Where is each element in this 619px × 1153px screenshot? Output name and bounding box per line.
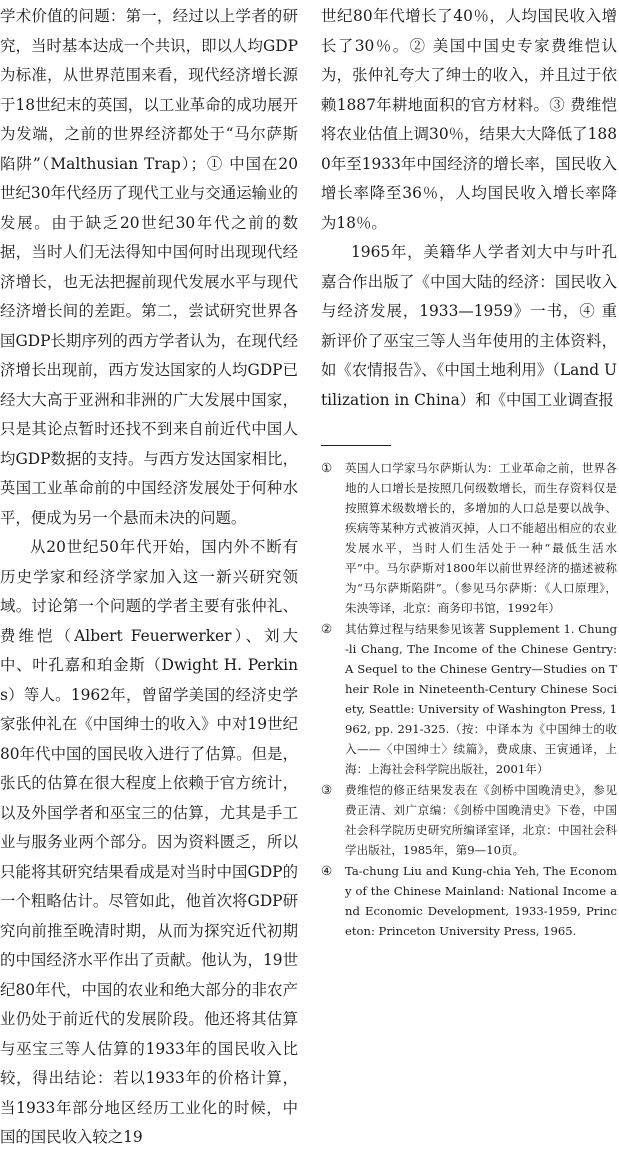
right-paragraph-2: 1965年，美籍华人学者刘大中与叶孔嘉合作出版了《中国大陆的经济：国民收入与经济发展，1933—1959》一书，④ 重新评价了巫宝三等人当年使用的主体资料，如《农情报告》、《中国土地利用》（Land Utilization in China）和《中国工业调查报 [321, 243, 617, 409]
left-paragraph-1: 学术价值的问题：第一，经过以上学者的研究，当时基本达成一个共识，即以人均GDP为标准，从世界范围来看，现代经济增长源于18世纪末的英国，以工业革命的成功展开为发端，之前的世界经济都处于“马尔萨斯陷阱”（Malthusian Trap）；① 中国在20世纪30年代经历了现代工业与交通运输业的发展。由于缺乏20世纪30年代之前的数据，当时人们无法得知中国何时出现现代经济增长，也无法把握前现代发展水平与现代经济增长间的差距。第二，尝试研究世界各国GDP长期序列的西方学者认为，在现代经济增长出现前，西方发达国家的人均GDP已经大大高于亚洲和非洲的广大发展中国家，只是其论点暂时还找不到来自前近代中国人均GDP数据的支持。与西方发达国家相比，英国工业革命前的中国经济发展处于何种水平，便成为另一个悬而未决的问题。 [0, 7, 298, 527]
left-paragraph-2: 从20世纪50年代开始，国内外不断有历史学家和经济学家加入这一新兴研究领域。讨论第一个问题的学者主要有张仲礼、费维恺（Albert Feuerwerker）、刘大中、叶孔嘉和珀金斯（Dwight H. Perkins）等人。1962年，曾留学美国的经济史学家张仲礼在《中国绅士的收入》中对19世纪80年代中国的国民收入进行了估算。但是，张氏的估算在很大程度上依赖于官方统计，以及外国学者和巫宝三的估算，尤其是手工业与服务业两个部分。因为资料匮乏，所以只能将其研究结果看成是对当时中国GDP的一个粗略估计。尽管如此，他首次将GDP研究向前推至晚清时期，从而为探究近代初期的中国经济水平作出了贡献。他认为，19世纪80年代，中国的农业和绝大部分的非农产业仍处于前近代的发展阶段。他还将其估算与巫宝三等人估算的1933年的国民收入比较，得出结论：若以1933年的价格计算，当1933年部分地区经历工业化的时候，中国的国民收入较之19 [0, 538, 298, 1146]
footnote-2 [321, 619, 617, 779]
footnote-1 [321, 458, 617, 618]
footnote-text: 英国人口学家马尔萨斯认为：工业革命之前，世界各地的人口增长是按照几何级数增长，而生存资料仅是按照算术级数增长的，多增加的人口总是要以战争、疾病等某种方式被消灭掉，人口不能超出相应的农业发展水平，当时人们生活处于一种“最低生活水平”中。马尔萨斯对1800年以前世界经济的描述被称为“马尔萨斯陷阱”。（参见马尔萨斯：《人口原理》，朱泱等译，北京：商务印书馆，1992年） [345, 461, 617, 615]
footnote-text: 其估算过程与结果参见该著 Supplement 1. Chung-li Chang, The Income of the Chinese Gentry: A Sequel to the Chinese Gentry—Studies on Their Role in Nineteenth-Century Chinese Society, Seattle: University of Washington Press, 1962, pp. 291-325.（按：中译本为《中国绅士的收入——〈中国绅士〉续篇》，费成康、王寅通译，上海：上海社会科学院出版社，2001年） [345, 622, 617, 776]
footnote-marker: ② [321, 621, 333, 636]
footnote-3 [321, 780, 617, 860]
footnote-marker: ③ [321, 782, 333, 797]
footnotes [321, 458, 617, 941]
footnote-marker: ① [321, 460, 333, 475]
footnote-text: Ta-chung Liu and Kung-chia Yeh, The Economy of the Chinese Mainland: National Income and Economic Development, 1933-1959, Princeton: Princeton University Press, 1965. [345, 864, 617, 938]
footnote-marker: ④ [321, 863, 333, 878]
left-column [0, 2, 298, 1153]
right-column [321, 2, 617, 942]
right-paragraph-1: 世纪80年代增长了40％，人均国民收入增长了30％。② 美国中国史专家费维恺认为，张仲礼夸大了绅士的收入，并且过于依赖1887年耕地面积的官方材料。③ 费维恺将农业估值上调30％，结果大大降低了1880年至1933年中国经济的增长率，国民收入增长率降至36％，人均国民收入增长率降为18％。 [321, 7, 617, 232]
footnote-4 [321, 861, 617, 941]
footnote-text: 费维恺的修正结果发表在《剑桥中国晚清史》，参见费正清、刘广京编：《剑桥中国晚清史》下卷，中国社会科学院历史研究所编译室译，北京：中国社会科学出版社，1985年，第9—10页。 [345, 783, 617, 857]
footnote-divider [321, 445, 391, 446]
